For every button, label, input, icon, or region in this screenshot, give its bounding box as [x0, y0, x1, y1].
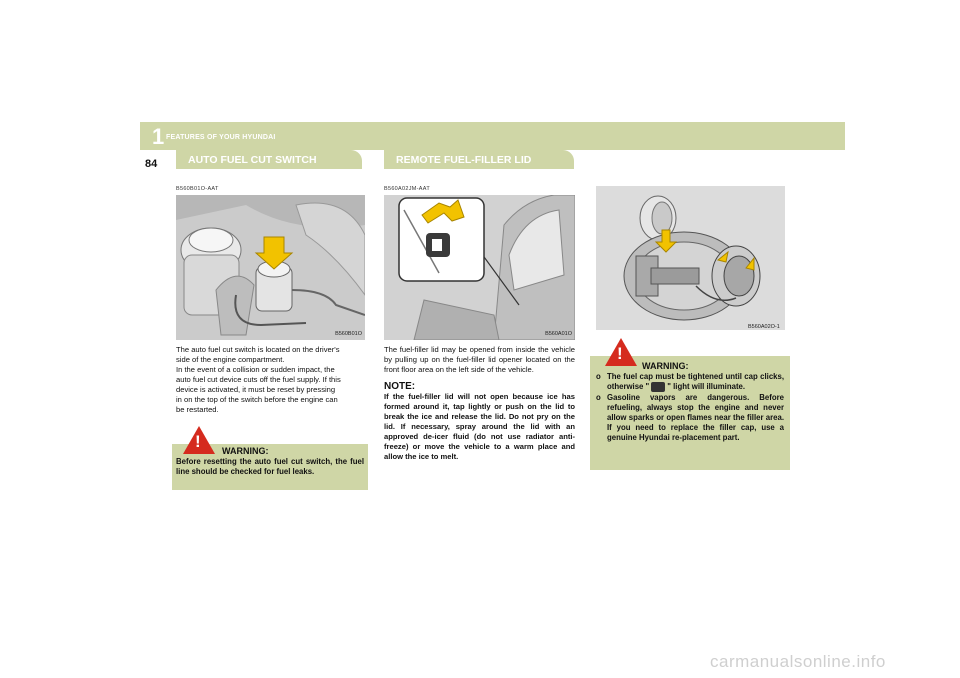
body-line: device is activated, it must be reset by pressing	[176, 385, 336, 394]
warning-exclamation-icon: !	[617, 344, 623, 363]
filler-code: B560A02JM-AAT	[384, 186, 430, 192]
body-line: side of the engine compartment.	[176, 355, 285, 364]
chapter-title: FEATURES OF YOUR HYUNDAI	[166, 134, 276, 141]
fuel-cap-illustration	[596, 186, 785, 330]
engine-illustration	[176, 195, 365, 340]
warning-item	[596, 393, 784, 443]
note-heading: NOTE:	[384, 381, 416, 392]
cap-warning-text	[596, 372, 784, 444]
bullet: o	[596, 372, 601, 381]
check-fuel-cap-icon	[651, 382, 665, 392]
fuel-cut-warning-text: Before resetting the auto fuel cut switch, the fuel line should be checked for fuel leaks.	[176, 457, 364, 476]
chapter-number: 1	[152, 124, 165, 149]
fuel-cap-figure-label: B560A02O-1	[748, 324, 780, 330]
fuel-cut-warning-title: WARNING:	[222, 446, 269, 456]
filler-body-text: The fuel-filler lid may be opened from inside the vehicle by pulling up on the fuel-filler lid opener located on the front floor area on the left side of the vehicle.	[384, 345, 575, 374]
warning-item-text: The fuel cap must be tightened until cap clicks, otherwise "	[607, 372, 784, 392]
car-door-illustration	[384, 195, 575, 340]
body-line: be restarted.	[176, 405, 219, 414]
fuel-pump-icon	[432, 239, 442, 251]
section-title-filler-release: REMOTE FUEL-FILLER LID RELEASE	[384, 150, 574, 169]
warning-item	[596, 372, 784, 392]
warning-item-text: Gasoline vapors are dangerous. Before refueling, always stop the engine and never allow sparks or open flames near the filler area. If you need to replace the filler cap, use a genuine Hyundai re-placement part.	[607, 393, 784, 443]
body-line: in on the top of the switch before the engine can	[176, 395, 338, 404]
bullet: o	[596, 393, 601, 403]
watermark: carmanualsonline.info	[710, 652, 886, 671]
warning-exclamation-icon: !	[195, 432, 201, 451]
page-number: 84	[145, 158, 158, 170]
body-line: In the event of a collision or sudden impact, the	[176, 365, 335, 374]
filler-figure	[384, 195, 575, 340]
section-title-fuel-cut: AUTO FUEL CUT SWITCH	[176, 150, 362, 169]
fuel-cut-body	[176, 345, 365, 415]
cap-warning-title: WARNING:	[642, 361, 689, 371]
filler-body	[384, 345, 575, 462]
filler-figure-label: B560A01O	[545, 331, 572, 337]
fuel-cut-figure-label: B560B01O	[335, 331, 362, 337]
fuel-cap-figure	[596, 186, 785, 330]
warning-item-text: " light will illuminate.	[667, 382, 746, 392]
body-line: The auto fuel cut switch is located on the driver's	[176, 345, 340, 354]
fuel-cut-figure	[176, 195, 365, 340]
fuel-cut-code: B560B01O-AAT	[176, 186, 219, 192]
body-line: auto fuel cut device cuts off the fuel supply. If this	[176, 375, 341, 384]
note-text: If the fuel-filler lid will not open because ice has formed around it, tap lightly or push on the lid to break the ice and release the lid. Do not pry on the lid. If necessary, spray around the lid with an approved de-icer fluid (do not use radiator anti-freeze) or move the vehicle to a warm place and allow the ice to melt.	[384, 392, 575, 461]
